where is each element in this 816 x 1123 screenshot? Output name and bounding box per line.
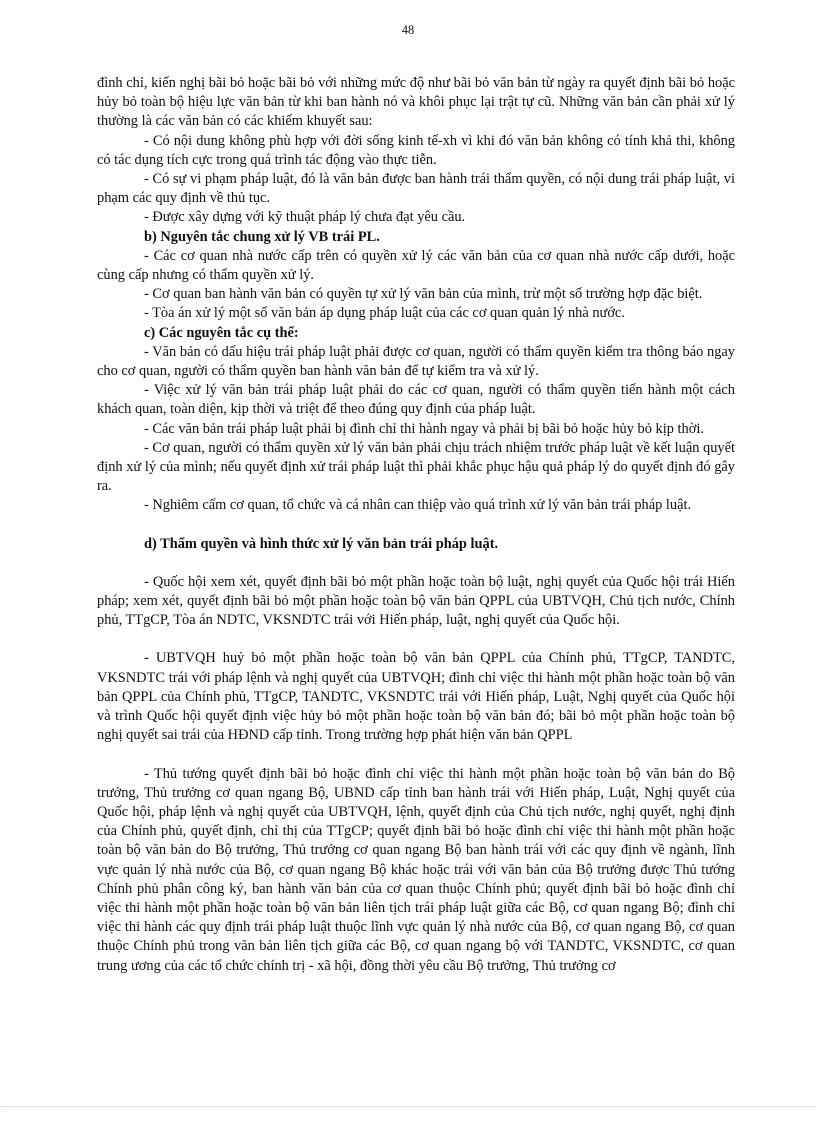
page-number: 48 (401, 23, 415, 37)
spacer (97, 630, 735, 649)
spacer (97, 516, 735, 535)
spacer (97, 554, 735, 573)
paragraph-prime-minister: - Thủ tướng quyết định bãi bỏ hoặc đình chỉ việc thi hành một phần hoặc toàn bộ văn bản do Bộ trưởng, Thủ trưởng cơ quan ngang Bộ, UBND cấp tỉnh ban hành trái với Hiến pháp, Luật, Nghị quyết của Quốc hội, pháp lệnh và nghị quyết của UBTVQH, lệnh, quyết định của Chủ tịch nước, nghị quyết, nghị định của Chính phủ, quyết định, chỉ thị của TTgCP; quyết định bãi bỏ hoặc đình chỉ việc thi hành một phần hoặc toàn bộ văn bản do Bộ trưởng, Thủ trưởng cơ quan ngang Bộ ban hành trái với các quy định về ngành, lĩnh vực quản lý nhà nước của Bộ, cơ quan ngang Bộ khác hoặc trái với văn bản của Bộ trưởng được Thủ tướng Chính phủ phân công ký, ban hành văn bản của cơ quan thuộc Chính phủ; quyết định bãi bỏ hoặc đình chỉ việc thi hành một phần hoặc toàn bộ văn bản liên tịch trái pháp luật giữa các Bộ, cơ quan ngang Bộ; đình chỉ việc thi hành các quy định trái pháp luật thuộc lĩnh vực quản lý nhà nước của Bộ, cơ quan ngang Bộ, cơ quan thuộc Chính phủ trong văn bản liên tịch giữa các Bộ, cơ quan ngang bộ với TANDTC, VKSNDTC, cơ quan trung ương của các tổ chức chính trị - xã hội, đồng thời yêu cầu Bộ trưởng, Thủ trưởng cơ (97, 765, 735, 974)
paragraph-specific-notify: - Văn bản có dấu hiệu trái pháp luật phải được cơ quan, người có thẩm quyền kiểm tra thông báo ngay cho cơ quan, người có thẩm quyền ban hành văn bản để tự kiểm tra và xử lý. (97, 343, 735, 380)
paragraph-national-assembly: - Quốc hội xem xét, quyết định bãi bỏ một phần hoặc toàn bộ luật, nghị quyết của Quốc hội trái Hiến pháp; xem xét, quyết định bãi bỏ một phần hoặc toàn bộ văn bản QPPL của UBTVQH, Chủ tịch nước, Chính phủ, TTgCP, Tòa án NDTC, VKSNDTC trái với Hiến pháp, luật, nghị quyết của Quốc hội. (97, 573, 735, 629)
paragraph-ubtvqh: - UBTVQH huỷ bỏ một phần hoặc toàn bộ văn bản QPPL của Chính phủ, TTgCP, TANDTC, VKSNDTC trái với pháp lệnh và nghị quyết của UBTVQH; đình chỉ việc thi hành một phần hoặc toàn bộ văn bản QPPL của Chính phủ, TTgCP, TANDTC, VKSNDTC trái với Hiến pháp, Luật, Nghị quyết của Quốc hội và trình Quốc hội quyết định việc hủy bỏ một phần hoặc toàn bộ văn bản đó; bãi bỏ một phần hoặc toàn bộ nghị quyết sai trái của HĐND cấp tỉnh. Trong trường hợp phát hiện văn bản QPPL (97, 650, 735, 744)
paragraph-specific-suspend: - Các văn bản trái pháp luật phải bị đình chỉ thi hành ngay và phải bị bãi bỏ hoặc hủy bỏ kịp thời. (144, 420, 704, 437)
heading-authority-forms: d) Thẩm quyền và hình thức xử lý văn bản trái pháp luật. (144, 535, 499, 552)
paragraph-defect-content: - Có nội dung không phù hợp với đời sống kinh tế-xh vì khi đó văn bản không có tính khả thi, không có tác dụng tích cực trong quá trình tác động vào thực tiễn. (97, 132, 735, 168)
paragraph-specific-objective: - Việc xử lý văn bản trái pháp luật phải do các cơ quan, người có thẩm quyền tiến hành một cách khách quan, toàn diện, kịp thời và triệt để theo đúng quy định của pháp luật. (97, 382, 735, 418)
paragraph-specific-prohibit: - Nghiêm cấm cơ quan, tổ chức và cá nhân can thiệp vào quá trình xử lý văn bản trái pháp luật. (144, 497, 692, 514)
heading-specific-principles: c) Các nguyên tắc cụ thể: (144, 324, 299, 341)
page-bottom-rule (0, 1106, 816, 1107)
paragraph-intro: đình chỉ, kiến nghị bãi bỏ hoặc bãi bỏ với những mức độ như bãi bỏ văn bản từ ngày ra quyết định bãi bỏ hoặc hủy bỏ toàn bộ hiệu lực văn bản từ khi ban hành nó và khôi phục lại trật tự cũ. Những văn bản cần phải xử lý thường là các văn bản có các khiếm khuyết sau: (97, 75, 735, 130)
paragraph-principle-superior: - Các cơ quan nhà nước cấp trên có quyền xử lý các văn bản của cơ quan nhà nước cấp dưới, hoặc cùng cấp nhưng có thẩm quyền xử lý. (97, 247, 735, 284)
paragraph-defect-technique: - Được xây dựng với kỹ thuật pháp lý chưa đạt yêu cầu. (144, 209, 466, 226)
body-text (97, 74, 735, 976)
paragraph-defect-violation: - Có sự vi phạm pháp luật, đó là văn bản được ban hành trái thẩm quyền, có nội dung trái pháp luật, vi phạm các quy định về thủ tục. (97, 171, 735, 207)
paragraph-principle-self: - Cơ quan ban hành văn bản có quyền tự xử lý văn bản của mình, trừ một số trường hợp đặc biệt. (144, 286, 703, 303)
paragraph-principle-court: - Tòa án xử lý một số văn bản áp dụng pháp luật của các cơ quan quản lý nhà nước. (144, 305, 625, 322)
heading-general-principles: b) Nguyên tắc chung xử lý VB trái PL. (144, 228, 380, 245)
spacer (97, 746, 735, 765)
paragraph-specific-responsibility: - Cơ quan, người có thẩm quyền xử lý văn bản phải chịu trách nhiệm trước pháp luật về kết luận quyết định xử lý của mình; nếu quyết định xử trái pháp luật thì phải khắc phục hậu quả pháp lý do quyết định đó gây ra. (97, 439, 735, 495)
